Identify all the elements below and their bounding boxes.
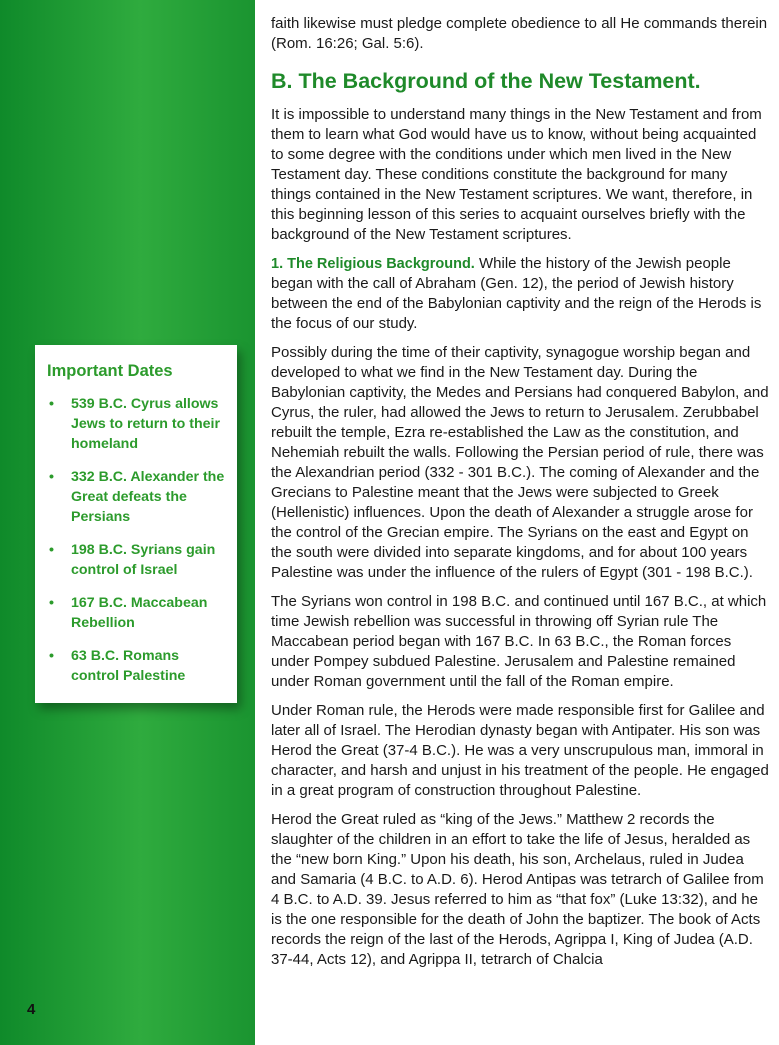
section-heading: B. The Background of the New Testament.: [271, 69, 701, 93]
date-text: 332 B.C. Alexander the Great defeats the Persians: [71, 469, 225, 525]
subsection-paragraph: [271, 254, 771, 334]
important-dates-box: [35, 345, 237, 703]
bullet-icon: •: [49, 595, 54, 611]
important-dates-list: [47, 394, 227, 686]
date-item: [47, 646, 227, 686]
body-paragraph: It is impossible to understand many things in the New Testament and from them to learn what God would have us to know, without being acquainted to some degree with the conditions under which men lived in the New Testament day. These conditions constitute the background for many things contained in the New Testament scriptures. We want, therefore, in this beginning lesson of this series to acquaint ourselves briefly with the background of the New Testament scriptures.: [271, 106, 762, 243]
important-dates-title: Important Dates: [47, 362, 173, 380]
intro-paragraph: faith likewise must pledge complete obedience to all He commands therein (Rom. 16:26; Gal. 5:6).: [271, 15, 768, 52]
body-paragraph: Herod the Great ruled as “king of the Jews.” Matthew 2 records the slaughter of the children in an effort to take the life of Jesus, heralded as the “new born King.” Upon his death, his son, Archelaus, ruled in Judea and Samaria (4 B.C. to A.D. 6). Herod Antipas was tetrarch of Galilee from 4 B.C. to A.D. 39. Jesus referred to him as “that fox” (Luke 13:32), and he is the one responsible for the death of John the baptizer. The book of Acts records the reign of the last of the Herods, Agrippa I, King of Judea (A.D. 37-44, Acts 12), and Agrippa II, tetrarch of Chalcia: [271, 811, 764, 968]
subsection-heading: 1. The Religious Background.: [271, 256, 475, 272]
body-paragraph: Possibly during the time of their captivity, synagogue worship began and developed to what we find in the New Testament day. During the Babylonian captivity, the Medes and Persians had conquered Babylon, and Cyrus, the ruler, had allowed the Jews to return to Jerusalem. Zerubbabel rebuilt the temple, Ezra re-established the Law as the constitution, and Nehemiah rebuilt the walls. Following the Persian period of rule, there was the Alexandrian period (332 - 301 B.C.). The coming of Alexander and the Grecians to Palestine meant that the Jews were subjected to Greek (Hellenistic) influences. Upon the death of Alexander a struggle arose for the control of the Grecian empire. The Syrians on the east and Egypt on the south were divided into separate kingdoms, and for about 100 years Palestine was under the influence of the rulers of Egypt (301 - 198 B.C.).: [271, 344, 769, 581]
green-sidebar: [0, 0, 255, 1045]
date-text: 63 B.C. Romans control Palestine: [71, 648, 186, 684]
bullet-icon: •: [49, 542, 54, 558]
bullet-icon: •: [49, 648, 54, 664]
body-paragraph: Under Roman rule, the Herods were made responsible first for Galilee and later all of Israel. The Herodian dynasty began with Antipater. His son was Herod the Great (37-4 B.C.). He was a very unscrupulous man, immoral in character, and harsh and unjust in his treatment of the people. He engaged in a great program of construction throughout Palestine.: [271, 702, 769, 799]
subsection-lead: While the history of the Jewish people began with the call of Abraham (Gen. 12), the period of Jewish history between the end of the Babylonian captivity and the reign of the Herods is the focus of our study.: [271, 255, 762, 332]
body-paragraph: The Syrians won control in 198 B.C. and continued until 167 B.C., at which time Jewish rebellion was successful in throwing off Syrian rule The Maccabean period began with 167 B.C. In 63 B.C., the Roman forces under Pompey subdued Palestine. Jerusalem and Palestine remained under Roman government until the fall of the Roman empire.: [271, 593, 767, 690]
date-text: 198 B.C. Syrians gain control of Israel: [71, 542, 216, 578]
date-text: 167 B.C. Maccabean Rebellion: [71, 595, 208, 631]
date-item: [47, 593, 227, 633]
bullet-icon: •: [49, 396, 54, 412]
date-item: [47, 540, 227, 580]
date-item: [47, 467, 227, 527]
main-content: [271, 14, 771, 979]
date-item: [47, 394, 227, 454]
page-number: 4: [27, 1001, 36, 1018]
bullet-icon: •: [49, 469, 54, 485]
date-text: 539 B.C. Cyrus allows Jews to return to their homeland: [71, 396, 220, 452]
